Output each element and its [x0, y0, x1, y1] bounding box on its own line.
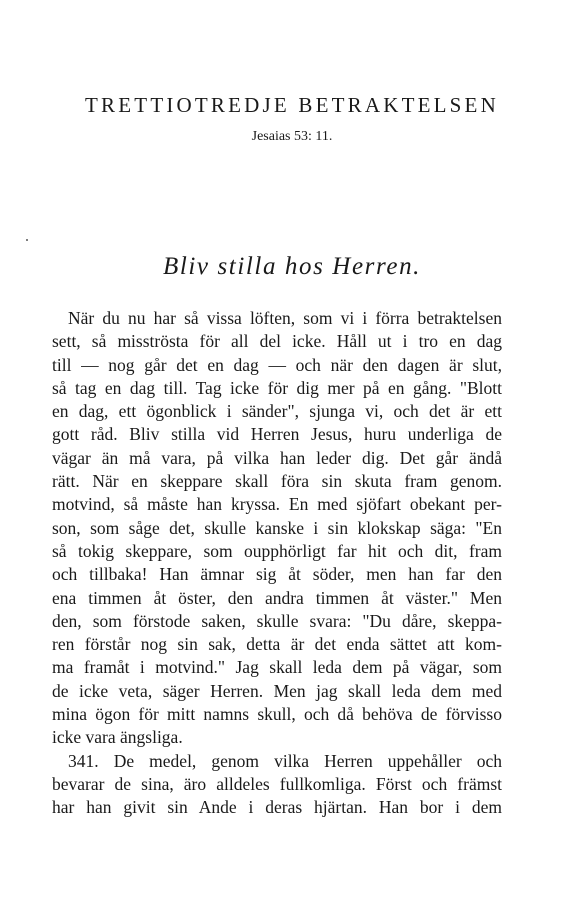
text-line: sett, så misströsta för all del icke. Håll ut i tro en dag — [52, 331, 502, 352]
text-line: icke vara ängsliga. — [52, 727, 183, 748]
text-line: så tag en dag till. Tag icke för dig mer på en gång. "Blott — [52, 377, 502, 398]
text-line: 341. De medel, genom vilka Herren uppehåller och — [68, 750, 502, 771]
text-line: ena timmen åt öster, den andra timmen åt väster." Men — [52, 587, 502, 608]
text-line: till — nog går det en dag — och när den dagen är slut, — [52, 354, 502, 375]
text-line: rätt. När en skeppare skall föra sin skuta fram genom. — [52, 471, 502, 492]
text-line: När du nu har så vissa löften, som vi i förra betraktelsen — [68, 308, 502, 328]
meditation-title: Bliv stilla hos Herren. — [162, 253, 422, 280]
text-line: och tillbaka! Han ämnar sig åt söder, men han far den — [52, 564, 502, 585]
text-line: de icke veta, säger Herren. Men jag skall leda dem med — [52, 680, 502, 701]
text-line: bevarar de sina, äro alldeles fullkomliga. Först och främst — [52, 773, 502, 794]
scripture-reference: Jesaias 53: 11. — [251, 129, 333, 144]
chapter-heading: TRETTIOTREDJE BETRAKTELSEN — [85, 93, 499, 117]
text-line: så tokig skeppare, som oupphörligt far hit och dit, fram — [52, 540, 502, 561]
text-line: ma framåt i motvind." Jag skall leda dem på vägar, som — [52, 657, 502, 678]
text-line: son, som såge det, skulle kanske i sin klokskap säga: "En — [52, 517, 502, 538]
print-speck — [26, 239, 28, 241]
text-line: har han givit sin Ande i deras hjärtan. Han bor i dem — [52, 797, 502, 818]
text-line: mina ögon för mitt namns skull, och då behöva de förvisso — [52, 704, 502, 725]
text-line: motvind, så måste han kryssa. En med sjöfart obekant per- — [52, 494, 502, 515]
body-text — [52, 307, 502, 820]
text-line: ren förstår nog sin sak, detta är det enda sättet att kom- — [52, 634, 502, 655]
text-line: vägar än må vara, på vilka han leder dig. Det går ändå — [52, 447, 502, 468]
text-line: gott råd. Bliv stilla vid Herren Jesus, huru underliga de — [52, 424, 502, 445]
text-line: den, som förstode saken, skulle svara: "Du dåre, skeppa- — [52, 610, 502, 631]
text-line: en dag, ett ögonblick i sänder", sjunga vi, och det är ett — [52, 401, 502, 422]
